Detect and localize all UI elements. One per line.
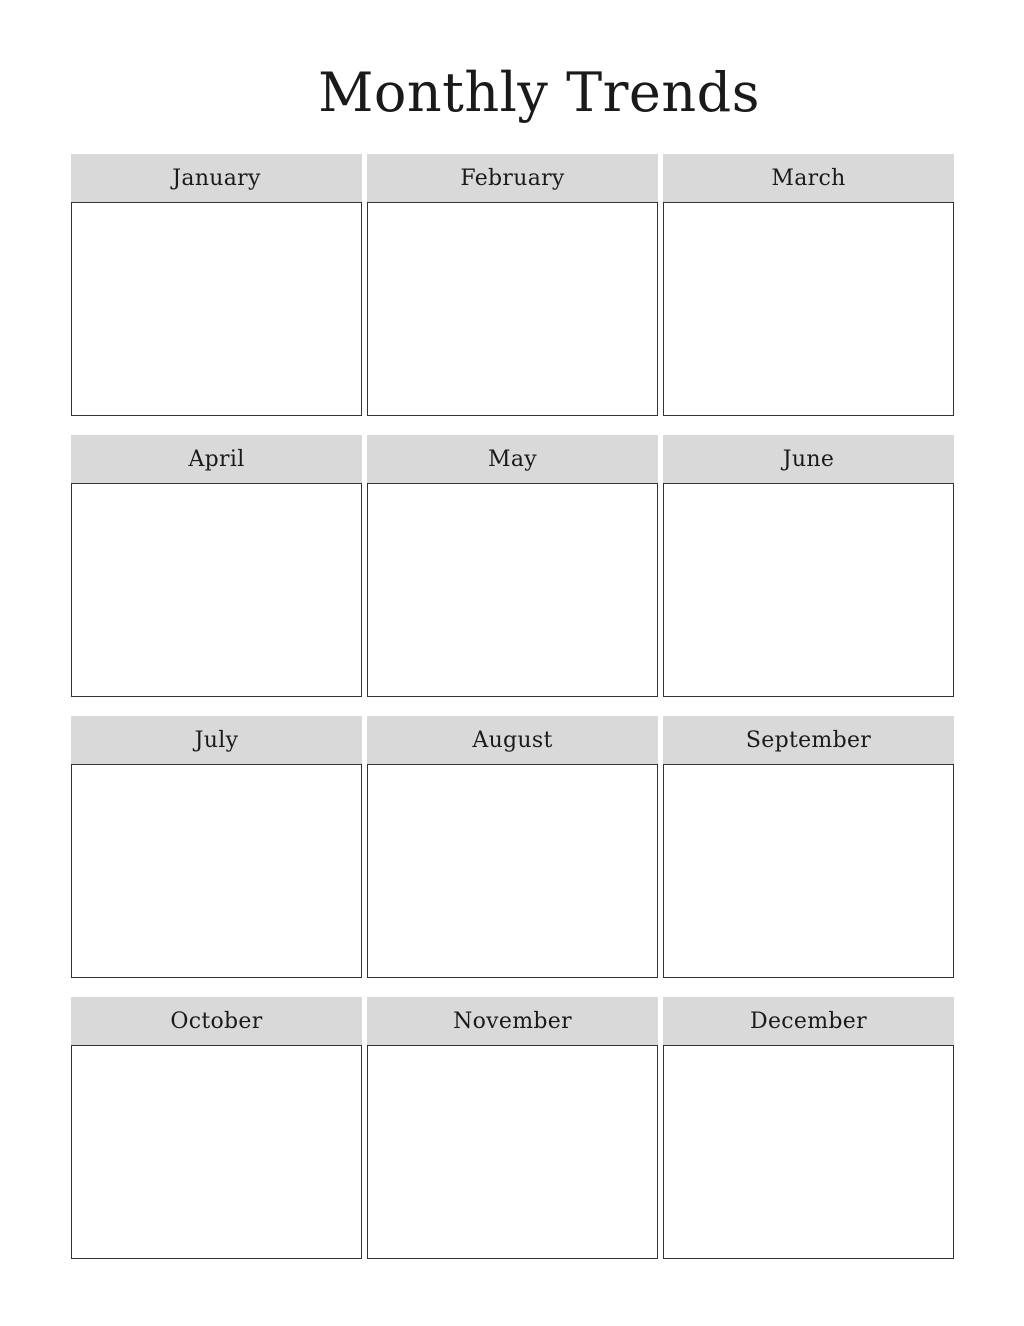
month-header: March xyxy=(663,154,954,202)
month-cell-april xyxy=(71,435,362,697)
month-cell-january xyxy=(71,154,362,416)
month-cell-july xyxy=(71,716,362,978)
month-writing-box[interactable] xyxy=(367,483,658,697)
month-cell-may xyxy=(367,435,658,697)
month-writing-box[interactable] xyxy=(663,764,954,978)
month-cell-february xyxy=(367,154,658,416)
months-grid xyxy=(71,154,954,1259)
page-title: Monthly Trends xyxy=(318,61,760,124)
month-header: May xyxy=(367,435,658,483)
month-writing-box[interactable] xyxy=(71,202,362,416)
month-writing-box[interactable] xyxy=(663,1045,954,1259)
month-writing-box[interactable] xyxy=(367,764,658,978)
month-writing-box[interactable] xyxy=(663,483,954,697)
month-cell-august xyxy=(367,716,658,978)
month-cell-september xyxy=(663,716,954,978)
month-writing-box[interactable] xyxy=(71,764,362,978)
month-header: October xyxy=(71,997,362,1045)
month-header: April xyxy=(71,435,362,483)
month-writing-box[interactable] xyxy=(71,483,362,697)
month-writing-box[interactable] xyxy=(663,202,954,416)
month-header: December xyxy=(663,997,954,1045)
month-writing-box[interactable] xyxy=(367,202,658,416)
month-cell-november xyxy=(367,997,658,1259)
month-header: February xyxy=(367,154,658,202)
month-header: November xyxy=(367,997,658,1045)
month-cell-march xyxy=(663,154,954,416)
month-header: January xyxy=(71,154,362,202)
month-cell-october xyxy=(71,997,362,1259)
month-header: August xyxy=(367,716,658,764)
month-header: September xyxy=(663,716,954,764)
month-writing-box[interactable] xyxy=(71,1045,362,1259)
month-cell-june xyxy=(663,435,954,697)
month-header: July xyxy=(71,716,362,764)
month-cell-december xyxy=(663,997,954,1259)
month-header: June xyxy=(663,435,954,483)
month-writing-box[interactable] xyxy=(367,1045,658,1259)
